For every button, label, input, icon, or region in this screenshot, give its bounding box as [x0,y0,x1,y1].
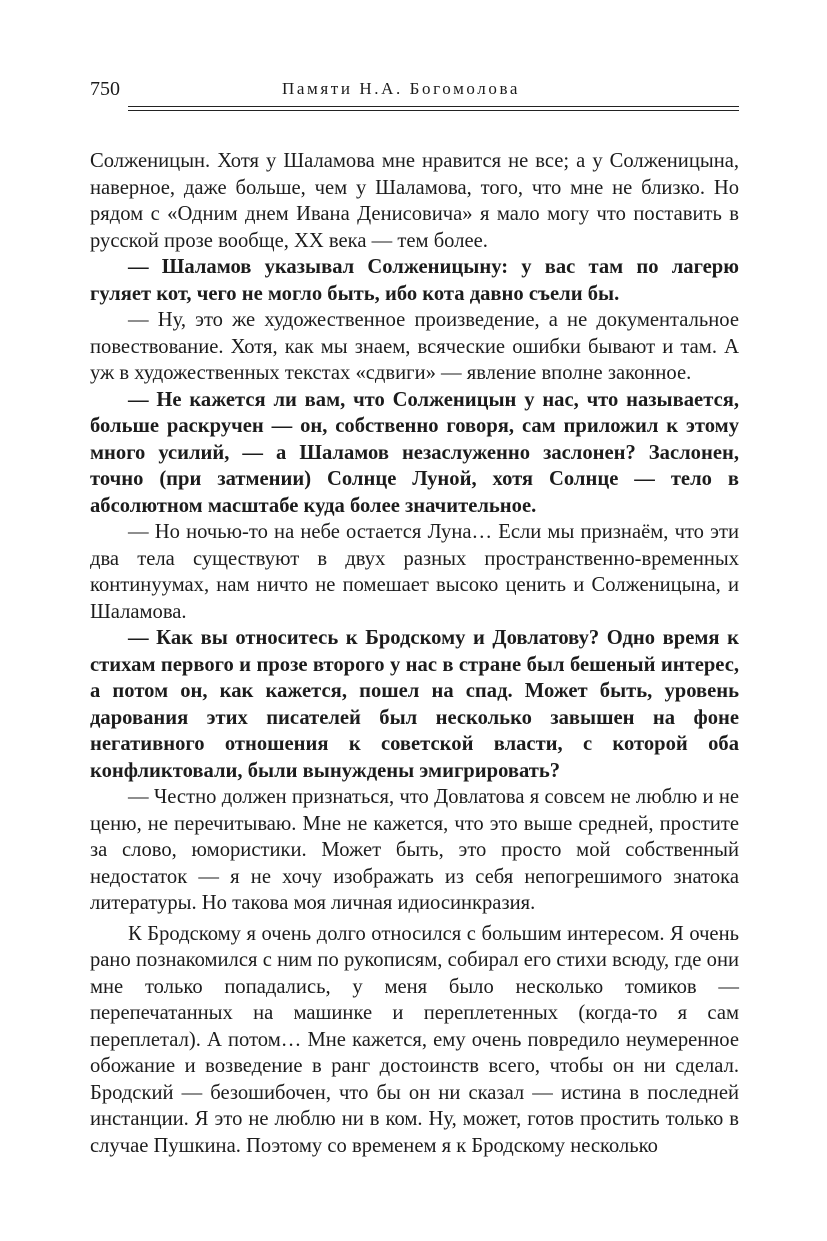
interview-question: — Как вы относитесь к Бродскому и Довлатову? Одно время к стихам первого и прозе второго у нас в стране был бешеный интерес, а потом он, как кажется, пошел на спад. Может быть, уровень дарования этих писателей был несколько завышен на фоне негативного отношения к советской власти, с которой оба конфликтовали, были вынуждены эмигрировать? [90,627,739,782]
interview-answer-continued: К Бродскому я очень долго относился с большим интересом. Я очень рано познакомился с ним по рукописям, собирал его стихи всюду, где они мне только попадались, у меня было несколько томиков — перепечатанных на машинке и переплетенных (когда-то я сам переплетал). А потом… Мне кажется, ему очень повредило неумеренное обожание и возведение в ранг достоинств всего, чтобы он ни сделал. Бродский — безошибочен, что бы он ни сказал — истина в последней инстанции. Я это не люблю ни в ком. Ну, может, готов простить только в случае Пушкина. Поэтому со временем я к Бродскому несколько [90,922,739,1157]
paragraph-continuation: Солженицын. Хотя у Шаламова мне нравится не все; а у Солженицына, наверное, даже больше, чем у Шаламова, того, что мне не близко. Но рядом с «Одним днем Ивана Денисовича» я мало могу что поставить в русской прозе вообще, XX века — тем более. [90,150,739,252]
running-title: Памяти Н.А. Богомолова [282,79,521,98]
interview-answer: — Ну, это же художественное произведение, а не документальное повествование. Хотя, как мы знаем, всяческие ошибки бывают и там. А уж в художественных текстах «сдвиги» — явление вполне законное. [90,309,739,384]
interview-answer: — Но ночью-то на небе остается Луна… Если мы признаём, что эти два тела существуют в двух разных пространственно-временных континуумах, нам ничто не помешает высоко ценить и Солженицына, и Шаламова. [90,521,739,623]
header-rule-top [128,106,739,107]
body-text [90,148,739,1159]
interview-question: — Не кажется ли вам, что Солженицын у нас, что называется, больше раскручен — он, собственно говоря, сам приложил к этому много усилий, — а Шаламов незаслуженно заслонен? Заслонен, точно (при затмении) Солнце Луной, хотя Солнце — тело в абсолютном масштабе куда более значительное. [90,388,739,517]
header-rule-bottom [128,110,739,111]
interview-question: — Шаламов указывал Солженицыну: у вас там по лагерю гуляет кот, чего не могло быть, ибо кота давно съели бы. [90,256,739,305]
running-head [90,74,739,104]
page-number: 750 [90,78,120,100]
interview-answer: — Честно должен признаться, что Довлатова я совсем не люблю и не ценю, не перечитываю. Мне не кажется, что это выше средней, простите за слово, юмористики. Может быть, это просто мой собственный недостаток — я не хочу изображать из себя непогрешимого знатока литературы. Но такова моя личная идиосинкразия. [90,786,739,914]
